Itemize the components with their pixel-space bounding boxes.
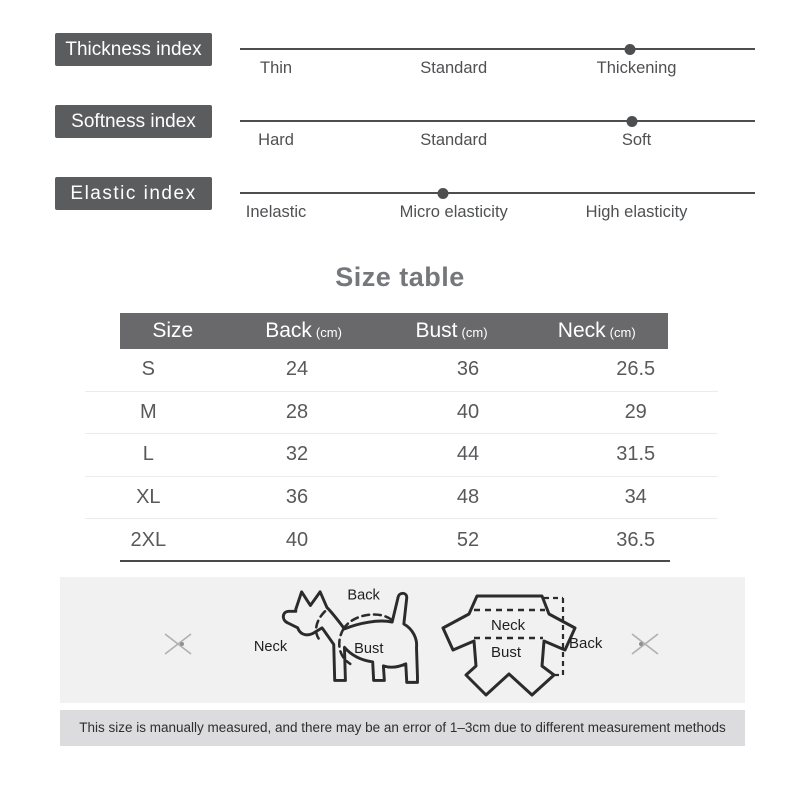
- softness-option-soft: Soft: [621, 131, 652, 149]
- elastic-track-line: [240, 192, 755, 194]
- measurement-diagram-panel: [60, 577, 745, 703]
- cell-bust: 36: [456, 358, 480, 381]
- elastic-indicator-dot: [437, 188, 448, 199]
- garment-back-label: Back: [569, 635, 603, 652]
- thickness-index-badge: Thickness index: [55, 33, 212, 66]
- cell-neck: 31.5: [616, 443, 656, 466]
- cell-size: S: [141, 358, 155, 381]
- garment-measurement-diagram: [425, 588, 610, 700]
- thickness-track-line: [240, 48, 755, 50]
- dog-neck-label: Neck: [253, 639, 288, 656]
- cell-neck: 36.5: [616, 528, 656, 551]
- cell-back: 32: [285, 443, 309, 466]
- softness-track-line: [240, 120, 755, 122]
- header-col-neck-unit: (cm): [609, 325, 636, 340]
- table-row-2xl: [85, 519, 718, 561]
- header-col-back-unit: (cm): [315, 325, 342, 340]
- measurement-disclaimer: This size is manually measured, and there may be an error of 1–3cm due to different measurement methods: [60, 710, 745, 746]
- size-table-title: Size table: [335, 262, 465, 292]
- elastic-index-track: [240, 177, 755, 227]
- table-row-l: [85, 434, 718, 477]
- cell-back: 28: [285, 400, 309, 423]
- cell-size: M: [139, 400, 157, 423]
- thickness-index-row: [55, 33, 755, 83]
- thickness-indicator-dot: [624, 44, 635, 55]
- softness-index-badge: Softness index: [55, 105, 212, 138]
- cell-bust: 48: [456, 486, 480, 509]
- table-bottom-border: [120, 560, 670, 562]
- garment-neck-label: Neck: [491, 617, 526, 634]
- header-col-size-label: Size: [152, 319, 194, 342]
- cell-neck: 29: [624, 400, 647, 423]
- dog-outline: [283, 592, 417, 683]
- cell-back: 36: [285, 486, 309, 509]
- elastic-option-micro: Micro elasticity: [399, 203, 508, 221]
- carousel-prev-icon: [163, 630, 193, 658]
- cell-bust: 44: [456, 443, 480, 466]
- thickness-index-track: [240, 33, 755, 83]
- cell-size: XL: [136, 486, 161, 509]
- header-col-neck-label: Neck: [557, 319, 606, 342]
- header-col-size: [120, 319, 230, 343]
- elastic-index-row: [55, 177, 755, 227]
- softness-option-hard: Hard: [258, 131, 294, 149]
- softness-index-row: [55, 105, 755, 155]
- header-col-back: [230, 319, 378, 343]
- dog-bust-label: Bust: [354, 641, 384, 658]
- thickness-option-thin: Thin: [259, 59, 293, 77]
- elastic-option-inelastic: Inelastic: [245, 203, 307, 221]
- table-row-s: [85, 349, 718, 392]
- elastic-option-high: High elasticity: [585, 203, 688, 221]
- dog-back-label: Back: [347, 587, 380, 604]
- header-col-bust-unit: (cm): [461, 325, 488, 340]
- garment-bust-label: Bust: [491, 644, 522, 661]
- softness-indicator-dot: [626, 116, 637, 127]
- softness-option-standard: Standard: [420, 131, 488, 149]
- header-col-back-label: Back: [265, 319, 312, 342]
- cell-neck: 26.5: [616, 358, 656, 381]
- cell-size: 2XL: [130, 528, 167, 551]
- cell-back: 24: [285, 358, 309, 381]
- table-row-xl: [85, 477, 718, 520]
- table-row-m: [85, 392, 718, 435]
- thickness-option-standard: Standard: [420, 59, 488, 77]
- header-col-neck: [526, 319, 668, 343]
- cell-neck: 34: [624, 486, 647, 509]
- thickness-option-thickening: Thickening: [596, 59, 677, 77]
- size-table-header: [120, 313, 668, 349]
- header-col-bust: [378, 319, 526, 343]
- dog-neck-measure-line: [316, 611, 325, 640]
- cell-size: L: [142, 443, 154, 466]
- header-col-bust-label: Bust: [415, 319, 458, 342]
- carousel-next-icon: [630, 630, 660, 658]
- cell-bust: 40: [456, 400, 480, 423]
- cell-bust: 52: [456, 528, 480, 551]
- size-table-body: [85, 349, 718, 561]
- softness-index-track: [240, 105, 755, 155]
- elastic-index-badge: Elastic index: [55, 177, 212, 210]
- cell-back: 40: [285, 528, 309, 551]
- dog-measurement-diagram: [250, 582, 435, 701]
